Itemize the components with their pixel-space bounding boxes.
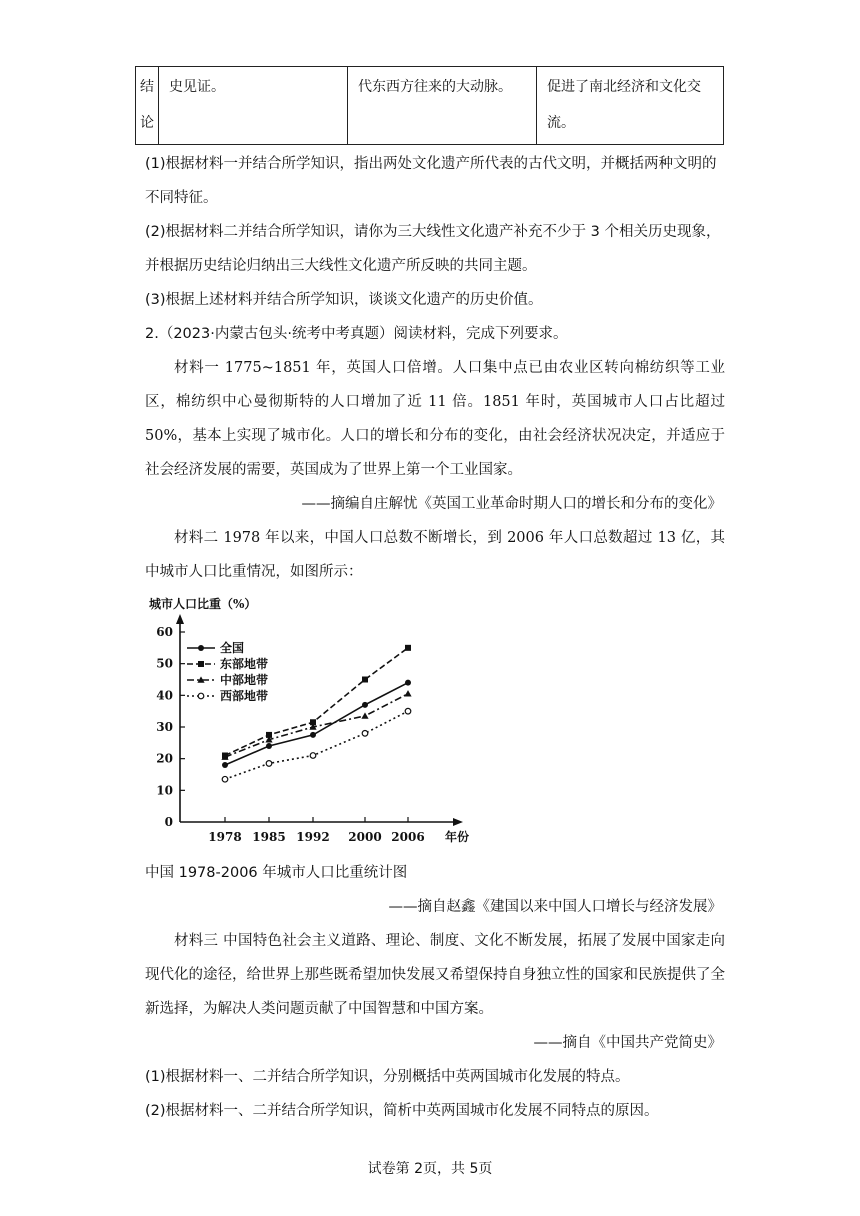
y-tick-label: 50 <box>156 656 173 671</box>
y-tick-label: 60 <box>156 625 173 639</box>
x-tick-label: 1985 <box>252 830 286 844</box>
legend-marker <box>198 693 204 699</box>
material-3-source: ——摘自《中国共产党简史》 <box>533 1035 722 1051</box>
y-tick-label: 40 <box>156 688 173 703</box>
data-point <box>362 731 368 737</box>
material-2-text: 材料二 1978 年以来，中国人口总数不断增长，到 2006 年人口总数超过 13 亿，其中城市人口比重情况，如图所示： <box>145 530 725 580</box>
x-tick-label: 1978 <box>208 830 242 844</box>
chart-caption: 中国 1978-2006 年城市人口比重统计图 <box>145 865 408 881</box>
table-row <box>136 67 724 145</box>
page-footer: 试卷第 2页，共 5页 <box>367 1161 493 1177</box>
data-point <box>266 761 272 767</box>
question-1-1: (1)根据材料一并结合所学知识，指出两处文化遗产所代表的古代文明，并概括两种文明的不同特征。 <box>145 156 717 206</box>
x-tick-label: 2006 <box>391 830 425 844</box>
x-axis-label: 年份 <box>445 830 470 844</box>
x-axis-arrow <box>453 818 463 826</box>
legend-marker <box>198 661 204 667</box>
material-1-source: ——摘编自庄解忧《英国工业革命时期人口的增长和分布的变化》 <box>301 496 722 512</box>
material-3-text: 材料三 中国特色社会主义道路、理论、制度、文化不断发展，拓展了发展中国家走向现代化的途径，给世界上那些既希望加快发展又希望保持自身独立性的国家和民族提供了全新选择，为解决人类问题贡献了中国智慧和中国方案。 <box>145 933 725 1017</box>
urban-population-chart <box>145 590 485 850</box>
x-tick-label: 2000 <box>348 830 382 844</box>
conclusion-table <box>135 66 724 145</box>
row-header-cell <box>136 67 159 145</box>
question-1-2: (2)根据材料二并结合所学知识，请你为三大线性文化遗产补充不少于 3 个相关历史现象，并根据历史结论归纳出三大线性文化遗产所反映的共同主题。 <box>145 224 721 274</box>
y-tick-label: 10 <box>156 783 173 798</box>
data-point <box>310 732 316 738</box>
row-header-char: 结 <box>140 79 154 95</box>
data-point <box>404 690 411 696</box>
y-axis-arrow <box>176 614 184 624</box>
table-cell: 史见证。 <box>159 67 348 145</box>
table-cell: 代东西方往来的大动脉。 <box>348 67 537 145</box>
data-point <box>266 743 272 749</box>
y-tick-label: 30 <box>156 720 173 734</box>
legend-label: 全国 <box>220 641 245 655</box>
x-tick-label: 1992 <box>296 830 330 844</box>
y-axis-label: 城市人口比重（%） <box>149 597 257 611</box>
data-point <box>310 753 316 759</box>
legend-marker <box>198 645 204 651</box>
question-1-3: (3)根据上述材料并结合所学知识，谈谈文化遗产的历史价值。 <box>145 292 543 308</box>
legend-label: 东部地带 <box>220 657 269 671</box>
data-point <box>222 776 228 782</box>
question-2-1: (1)根据材料一、二并结合所学知识，分别概括中英两国城市化发展的特点。 <box>145 1069 630 1085</box>
y-tick-label: 20 <box>156 751 173 766</box>
series-line-4 <box>225 711 408 779</box>
row-header-char: 论 <box>140 115 154 131</box>
data-point <box>361 712 368 718</box>
y-tick-label: 0 <box>164 815 173 829</box>
data-point <box>362 677 368 683</box>
material-1-text: 材料一 1775~1851 年，英国人口倍增。人口集中点已由农业区转向棉纺织等工业区，棉纺织中心曼彻斯特的人口增加了近 11 倍。1851 年时，英国城市人口占比超过 50%，基本上实现了城市化。人口的增长和分布的变化，由社会经济状况决定，并适应于社会经济发展的需要，英国成为了世界上第一个工业国家。 <box>145 360 725 478</box>
material-2-source: ——摘自赵鑫《建国以来中国人口增长与经济发展》 <box>388 899 722 915</box>
data-point <box>405 708 411 714</box>
data-point <box>405 680 411 686</box>
data-point <box>405 645 411 651</box>
question-2-2: (2)根据材料一、二并结合所学知识，简析中英两国城市化发展不同特点的原因。 <box>145 1103 659 1119</box>
legend-label: 西部地带 <box>220 689 269 703</box>
legend-label: 中部地带 <box>220 673 269 687</box>
table-cell: 促进了南北经济和文化交流。 <box>537 67 724 145</box>
question-2-header: 2.（2023·内蒙古包头·统考中考真题）阅读材料，完成下列要求。 <box>145 326 568 342</box>
data-point <box>362 702 368 708</box>
data-point <box>222 762 228 768</box>
